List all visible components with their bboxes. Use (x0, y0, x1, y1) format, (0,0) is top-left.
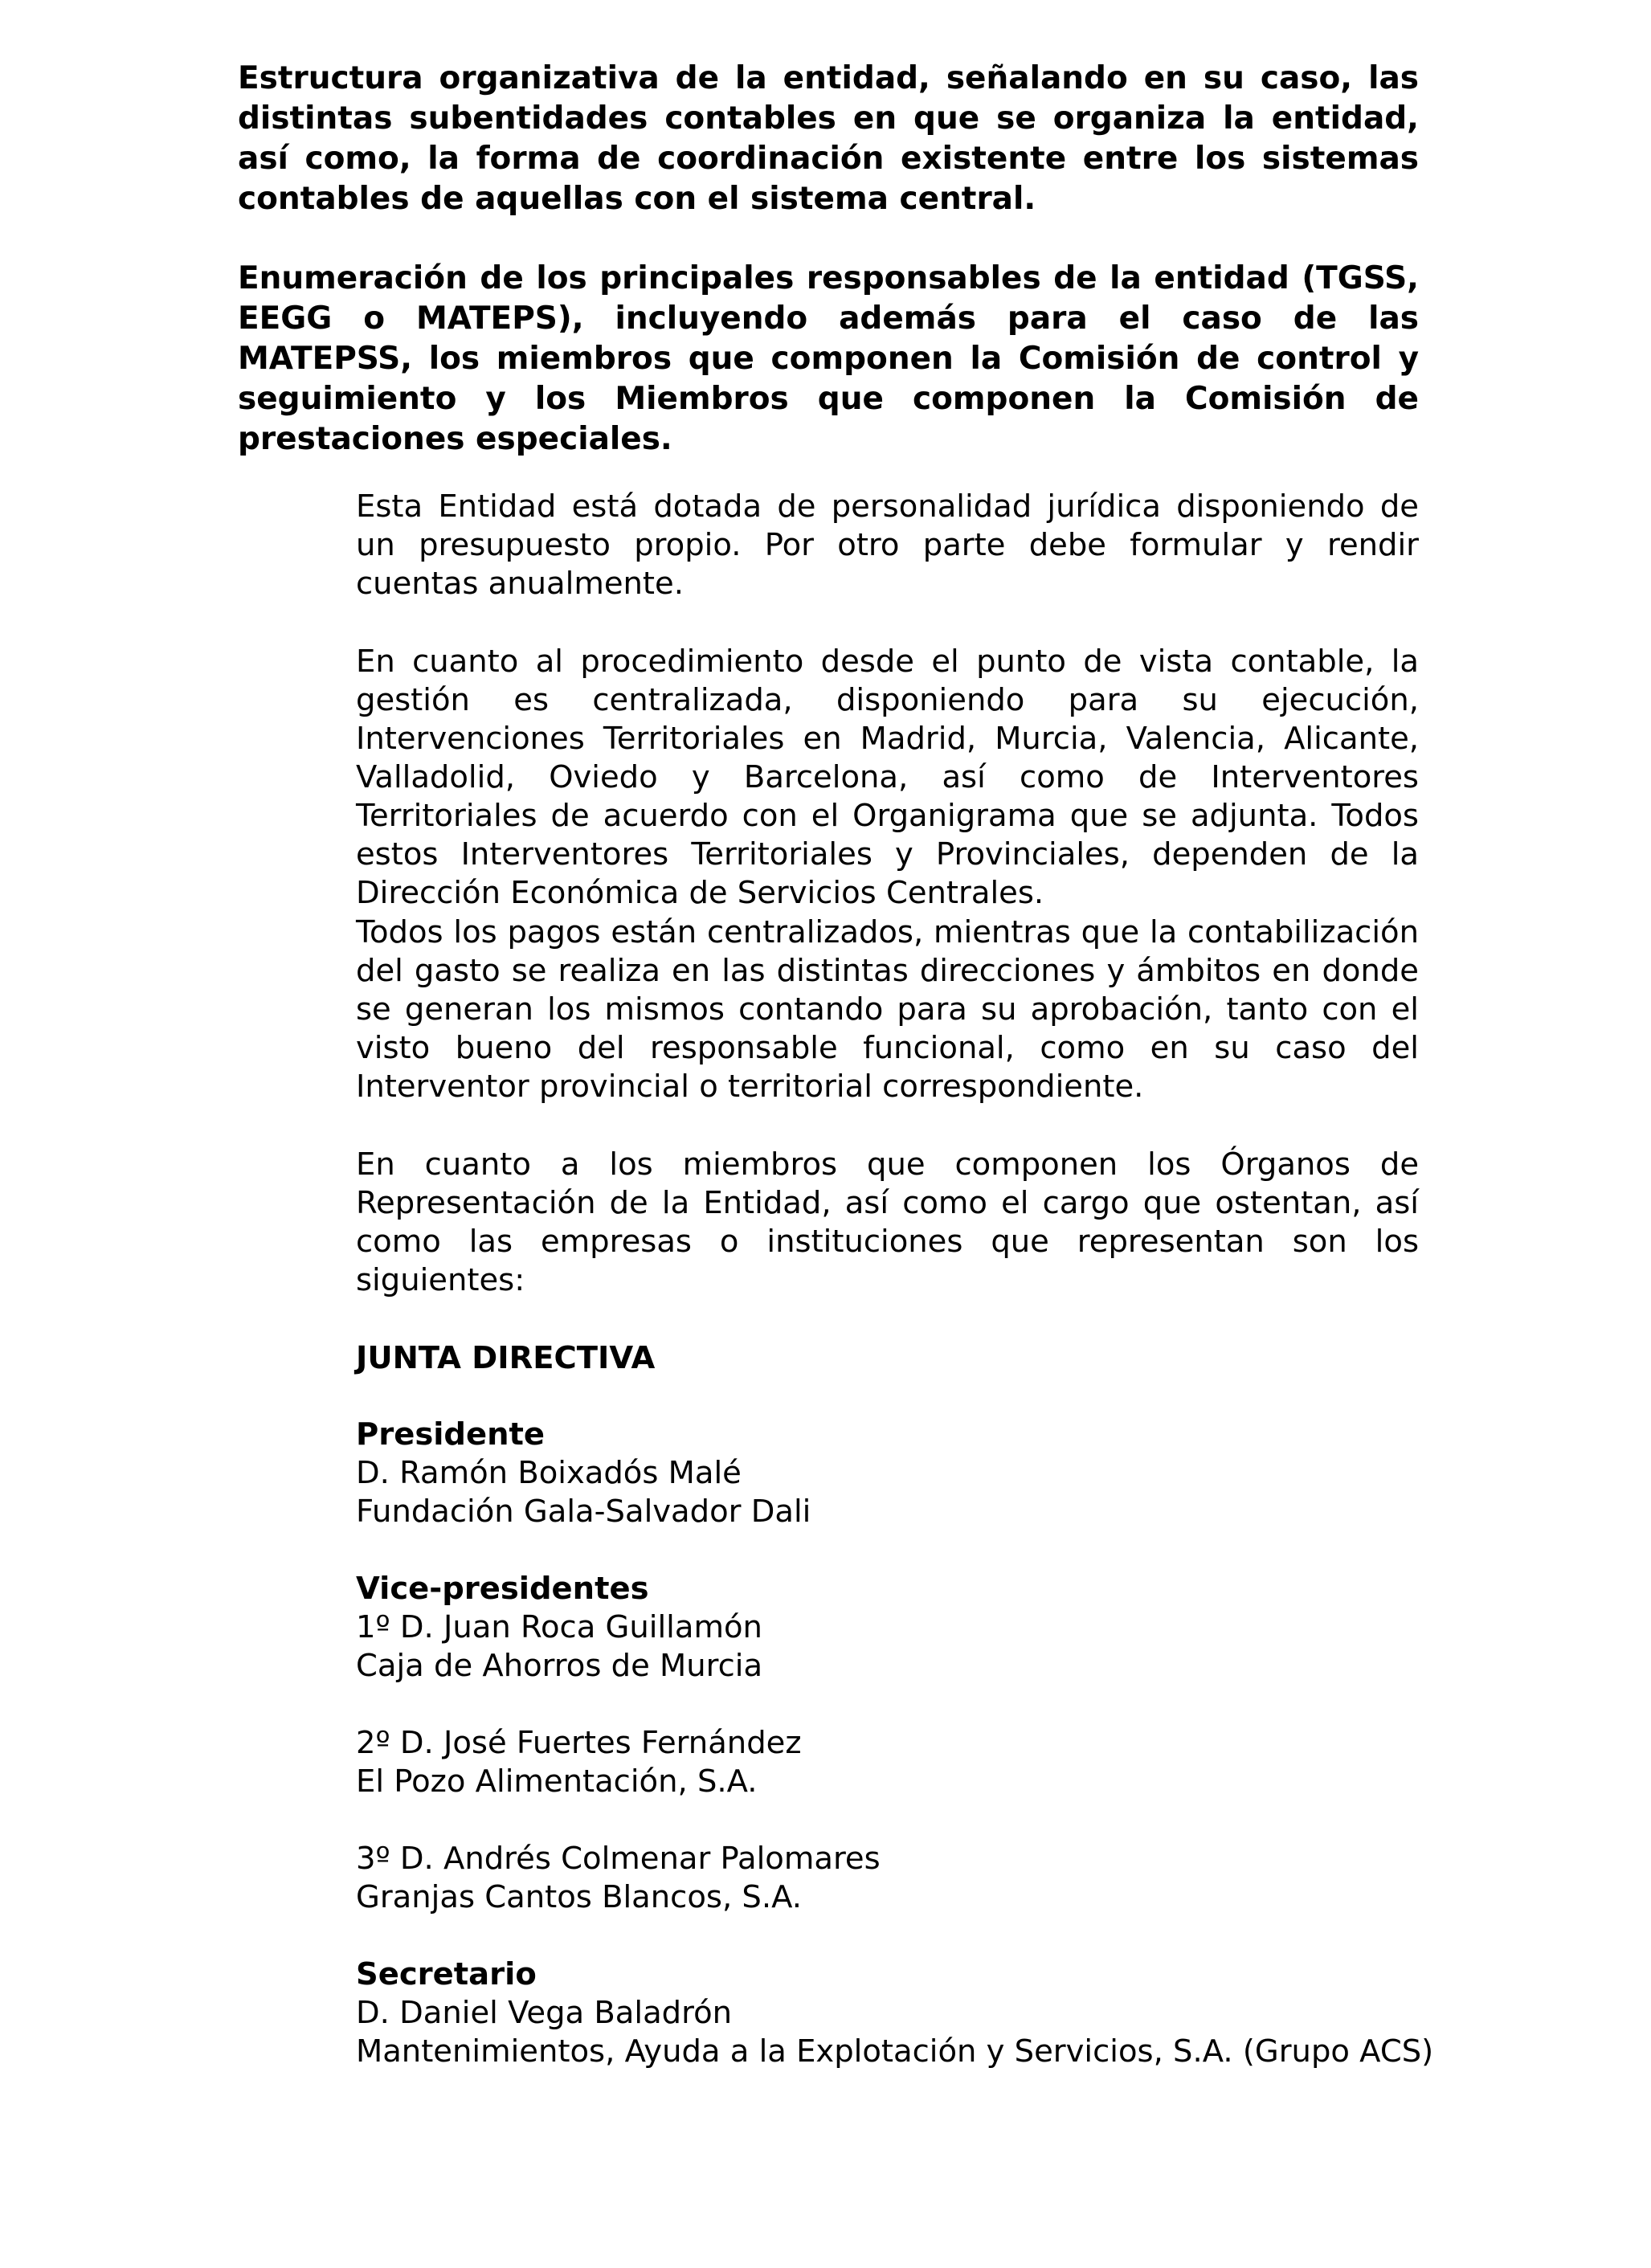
vice-presidents-group (356, 1570, 1481, 1686)
vice-president-1-name: 1º D. Juan Roca Guillamón (356, 1609, 762, 1645)
vice-president-2-org: El Pozo Alimentación, S.A. (356, 1763, 758, 1800)
junta-directiva-title: JUNTA DIRECTIVA (356, 1340, 656, 1376)
secretary-name: D. Daniel Vega Baladrón (356, 1995, 733, 2031)
vice-president-2-name: 2º D. José Fuertes Fernández (356, 1725, 802, 1761)
vice-president-3-group (356, 1840, 1481, 1917)
vice-presidents-role: Vice-presidentes (356, 1571, 649, 1607)
president-name: D. Ramón Boixadós Malé (356, 1455, 742, 1491)
secretary-group (356, 1955, 1481, 2071)
president-group (356, 1416, 1481, 1531)
paragraph-representation: En cuanto a los miembros que componen los Órganos de Representación de la Entidad, así como el cargo que ostentan, así como las empresas o instituciones que representan son los siguientes: (356, 1146, 1419, 1298)
section-heading-structure: Estructura organizativa de la entidad, señalando en su caso, las distintas subentidades contables en que se organiza la entidad, así como, la forma de coordinación existente entre los sistemas contables de aquellas con el sistema central. (238, 60, 1419, 217)
paragraph-legal-personality: Esta Entidad está dotada de personalidad jurídica disponiendo de un presupuesto propio. Por otro parte debe formular y rendir cuentas anualmente. (356, 488, 1419, 602)
secretary-role: Secretario (356, 1956, 537, 1992)
vice-president-1-org: Caja de Ahorros de Murcia (356, 1648, 763, 1684)
vice-president-3-name: 3º D. Andrés Colmenar Palomares (356, 1841, 881, 1877)
paragraph-accounting-procedure: En cuanto al procedimiento desde el punto de vista contable, la gestión es centralizada, disponiendo para su ejecución, Intervenciones Territoriales en Madrid, Murcia, Valencia, Alicante, Valladolid, Oviedo y Barcelona, así como de Interventores Territoriales de acuerdo con el Organigrama que se adjunta. Todos estos Interventores Territoriales y Provinciales, dependen de la Dirección Económica de Servicios Centrales. (356, 644, 1419, 911)
vice-president-2-group (356, 1724, 1481, 1801)
paragraph-payments: Todos los pagos están centralizados, mientras que la contabilización del gasto se realiza en las distintas direcciones y ámbitos en donde se generan los mismos contando para su aprobación, tanto con el visto bueno del responsable funcional, como en su caso del Interventor provincial o territorial correspondiente. (356, 914, 1419, 1105)
section-heading-responsibles: Enumeración de los principales responsables de la entidad (TGSS, EEGG o MATEPS), incluyendo además para el caso de las MATEPSS, los miembros que componen la Comisión de control y seguimiento y los Miembros que componen la Comisión de prestaciones especiales. (238, 260, 1419, 457)
president-org: Fundación Gala-Salvador Dali (356, 1494, 811, 1530)
vice-president-3-org: Granjas Cantos Blancos, S.A. (356, 1879, 802, 1915)
president-role: Presidente (356, 1416, 546, 1453)
secretary-org: Mantenimientos, Ayuda a la Explotación y Servicios, S.A. (Grupo ACS) (356, 2033, 1434, 2070)
